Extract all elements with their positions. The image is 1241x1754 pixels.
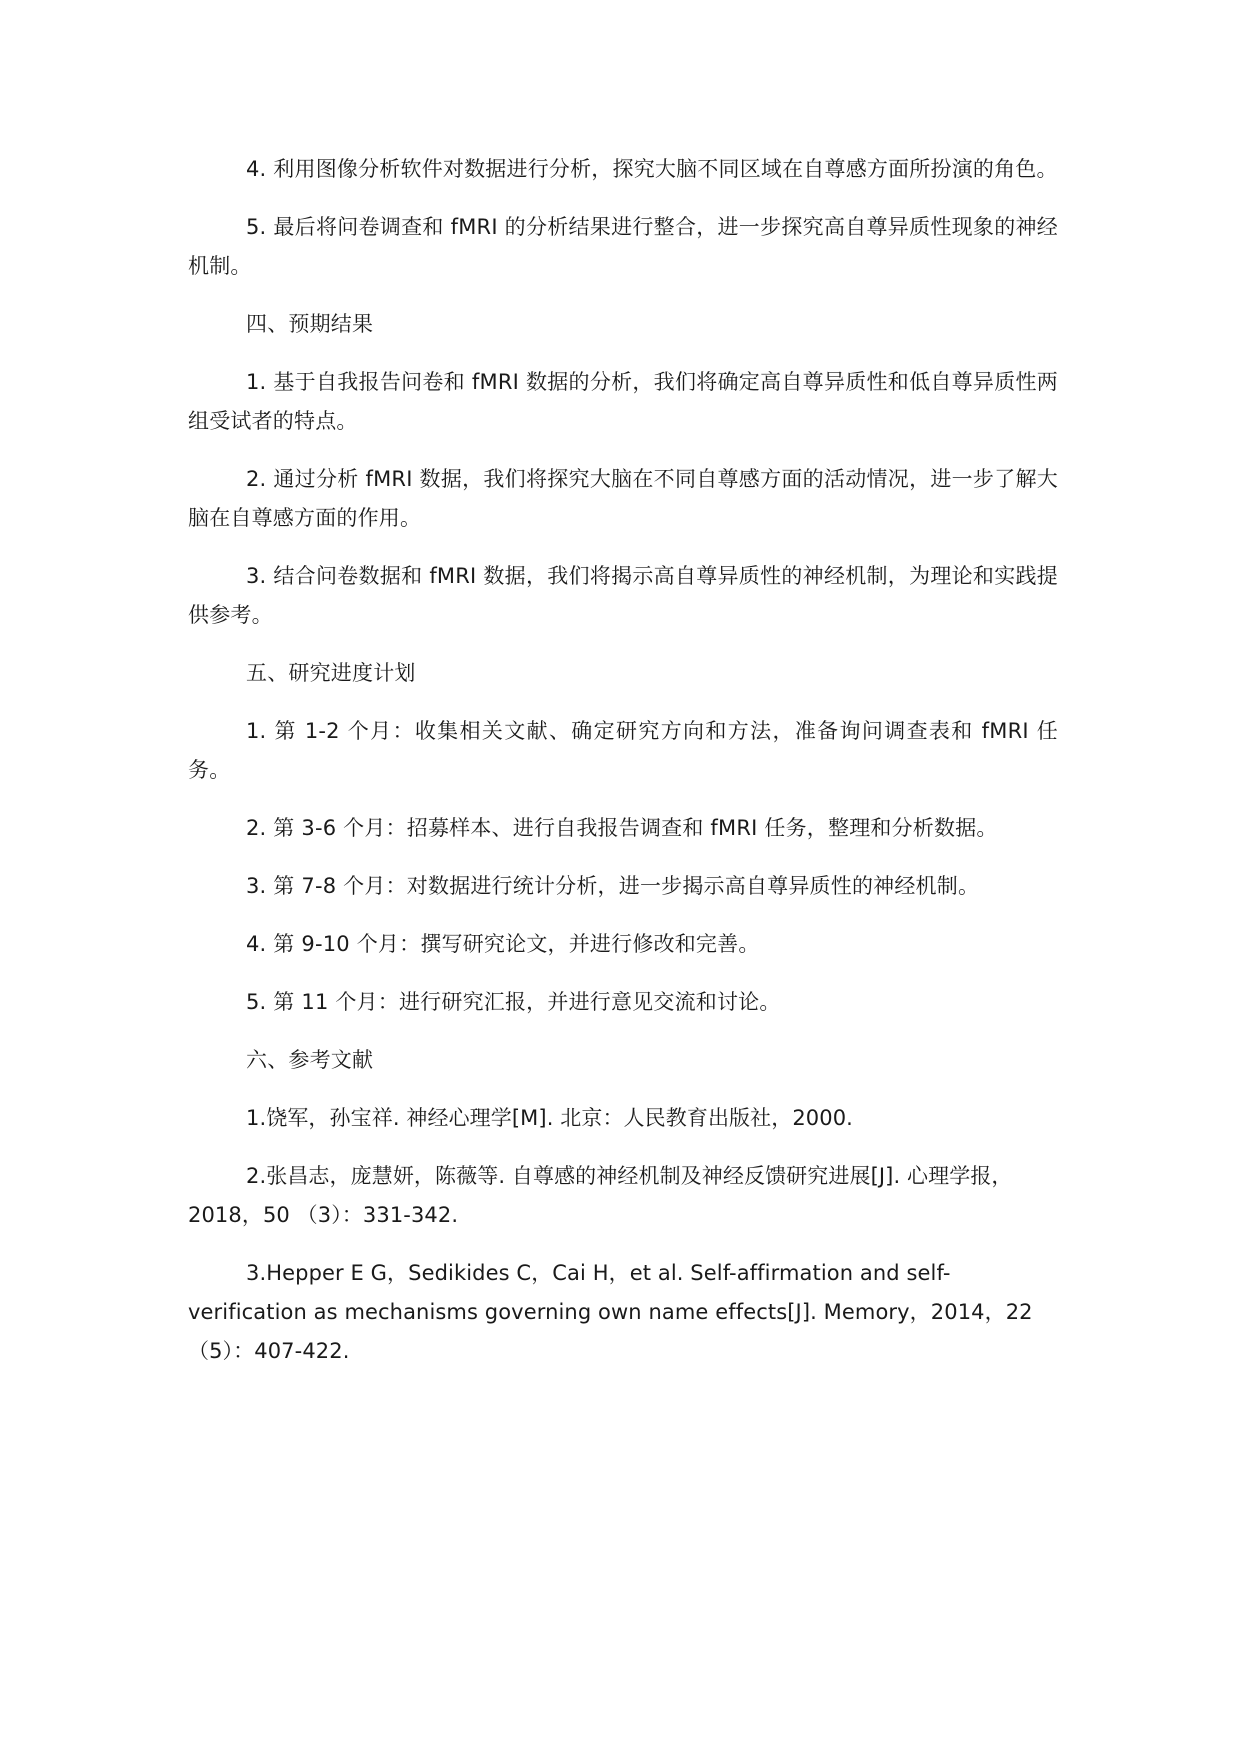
reference-item: 1.饶军，孙宝祥. 神经心理学[M]. 北京：人民教育出版社，2000. bbox=[246, 1106, 853, 1130]
schedule-item: 3. 第 7-8 个月：对数据进行统计分析，进一步揭示高自尊异质性的神经机制。 bbox=[246, 874, 980, 898]
expected-result-item: 2. 通过分析 fMRI 数据，我们将探究大脑在不同自尊感方面的活动情况，进一步了解大脑在自尊感方面的作用。 bbox=[188, 467, 1058, 530]
expected-result-item: 1. 基于自我报告问卷和 fMRI 数据的分析，我们将确定高自尊异质性和低自尊异质性两组受试者的特点。 bbox=[188, 370, 1058, 433]
section-heading-expected-results: 四、预期结果 bbox=[246, 312, 374, 336]
reference-item: 3.Hepper E G，Sedikides C，Cai H，et al. Self-affirmation and self-verification as mechanisms governing own name effects[J]. Memory，2014，22（5）：407-422. bbox=[188, 1261, 1033, 1363]
expected-result-item: 3. 结合问卷数据和 fMRI 数据，我们将揭示高自尊异质性的神经机制，为理论和实践提供参考。 bbox=[188, 564, 1058, 627]
section-heading-references: 六、参考文献 bbox=[246, 1048, 374, 1072]
section-heading-schedule: 五、研究进度计划 bbox=[246, 661, 416, 685]
schedule-item: 4. 第 9-10 个月：撰写研究论文，并进行修改和完善。 bbox=[246, 932, 760, 956]
method-step-5: 5. 最后将问卷调查和 fMRI 的分析结果进行整合，进一步探究高自尊异质性现象的神经机制。 bbox=[188, 215, 1058, 278]
schedule-item: 1. 第 1-2 个月：收集相关文献、确定研究方向和方法，准备询问调查表和 fMRI 任务。 bbox=[188, 719, 1058, 782]
schedule-item: 5. 第 11 个月：进行研究汇报，并进行意见交流和讨论。 bbox=[246, 990, 781, 1014]
method-step-4: 4. 利用图像分析软件对数据进行分析，探究大脑不同区域在自尊感方面所扮演的角色。 bbox=[246, 157, 1058, 181]
reference-item: 2.张昌志，庞慧妍，陈薇等. 自尊感的神经机制及神经反馈研究进展[J]. 心理学报，2018，50 （3）：331-342. bbox=[188, 1164, 1013, 1227]
schedule-item: 2. 第 3-6 个月：招募样本、进行自我报告调查和 fMRI 任务，整理和分析数据。 bbox=[246, 816, 998, 840]
document-body bbox=[188, 150, 1058, 1390]
